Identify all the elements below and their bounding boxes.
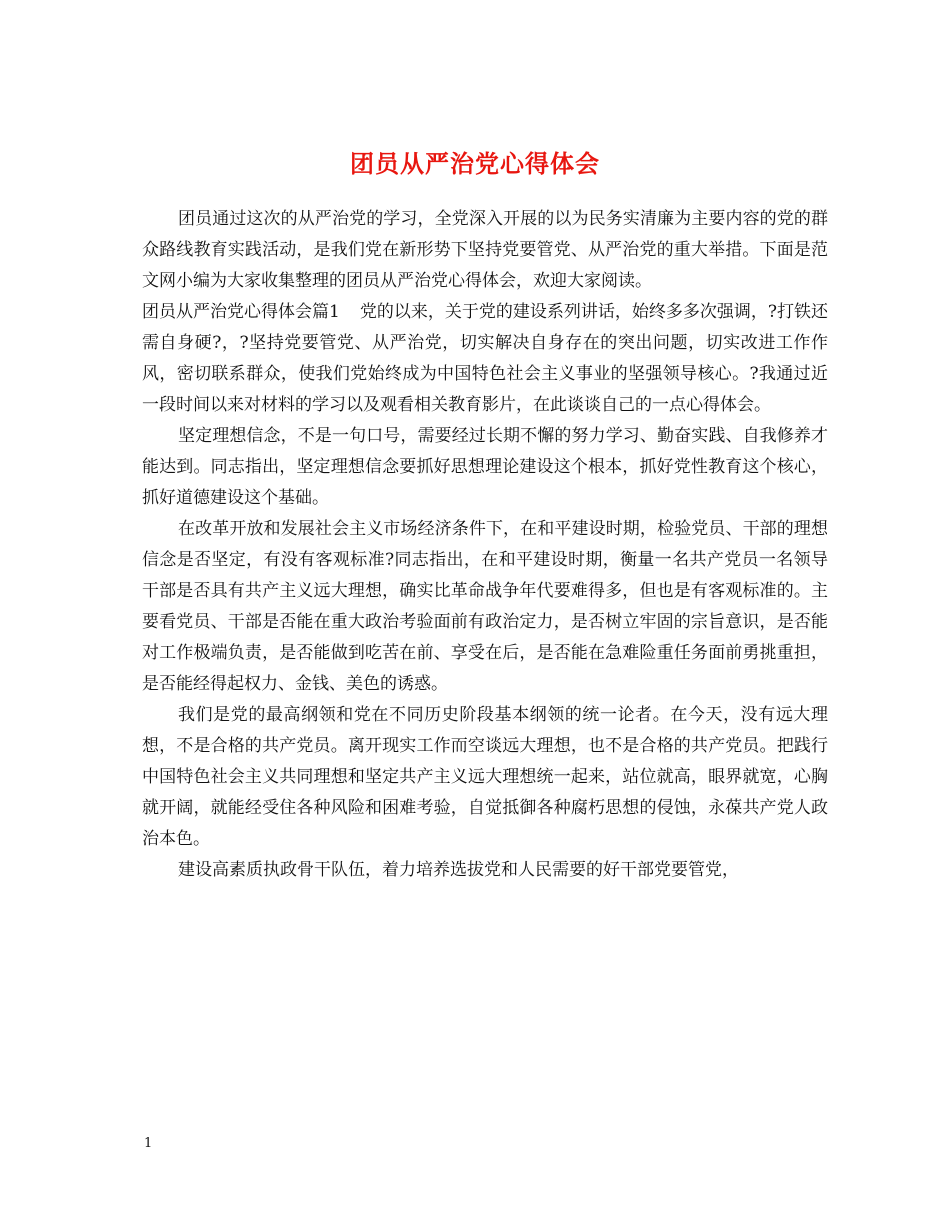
body-paragraph: 在改革开放和发展社会主义市场经济条件下，在和平建设时期，检验党员、干部的理想信念是否坚定，有没有客观标准?同志指出，在和平建设时期，衡量一名共产党员一名领导干部是否具有共产主义远大理想，确实比革命战争年代要难得多，但也是有客观标准的。主要看党员、干部是否能在重大政治考验面前有政治定力，是否树立牢固的宗旨意识，是否能对工作极端负责，是否能做到吃苦在前、享受在后，是否能在急难险重任务面前勇挑重担，是否能经得起权力、金钱、美色的诱惑。: [142, 519, 828, 694]
body-paragraph: 坚定理想信念，不是一句口号，需要经过长期不懈的努力学习、勤奋实践、自我修养才能达到。同志指出，坚定理想信念要抓好思想理论建设这个根本，抓好党性教育这个核心，抓好道德建设这个基础。: [142, 426, 828, 508]
intro-paragraph: 团员通过这次的从严治党的学习，全党深入开展的以为民务实清廉为主要内容的党的群众路线教育实践活动，是我们党在新形势下坚持党要管党、从严治党的重大举措。下面是范文网小编为大家收集整理的团员从严治党心得体会，欢迎大家阅读。: [142, 209, 828, 291]
document-body: [142, 204, 828, 886]
document-title: 团员从严治党心得体会: [350, 149, 600, 179]
section-heading: 团员从严治党心得体会篇1: [142, 302, 340, 322]
body-paragraph: 我们是党的最高纲领和党在不同历史阶段基本纲领的统一论者。在今天，没有远大理想，不是合格的共产党员。离开现实工作而空谈远大理想，也不是合格的共产党员。把践行中国特色社会主义共同理想和坚定共产主义远大理想统一起来，站位就高，眼界就宽，心胸就开阔，就能经受住各种风险和困难考验，自觉抵御各种腐朽思想的侵蚀，永葆共产党人政治本色。: [142, 705, 828, 849]
body-paragraph: 建设高素质执政骨干队伍，着力培养选拔党和人民需要的好干部党要管党，: [178, 860, 739, 880]
section-text: 党的以来，关于党的建设系列讲话，始终多多次强调，?打铁还需自身硬?，?坚持党要管党、从严治党，切实解决自身存在的突出问题，切实改进工作作风，密切联系群众，使我们党始终成为中国特色社会主义事业的坚强领导核心。?我通过近一段时间以来对材料的学习以及观看相关教育影片，在此谈谈自己的一点心得体会。: [142, 302, 828, 415]
section-paragraph: [142, 297, 828, 421]
page-number: 1: [144, 1136, 153, 1151]
